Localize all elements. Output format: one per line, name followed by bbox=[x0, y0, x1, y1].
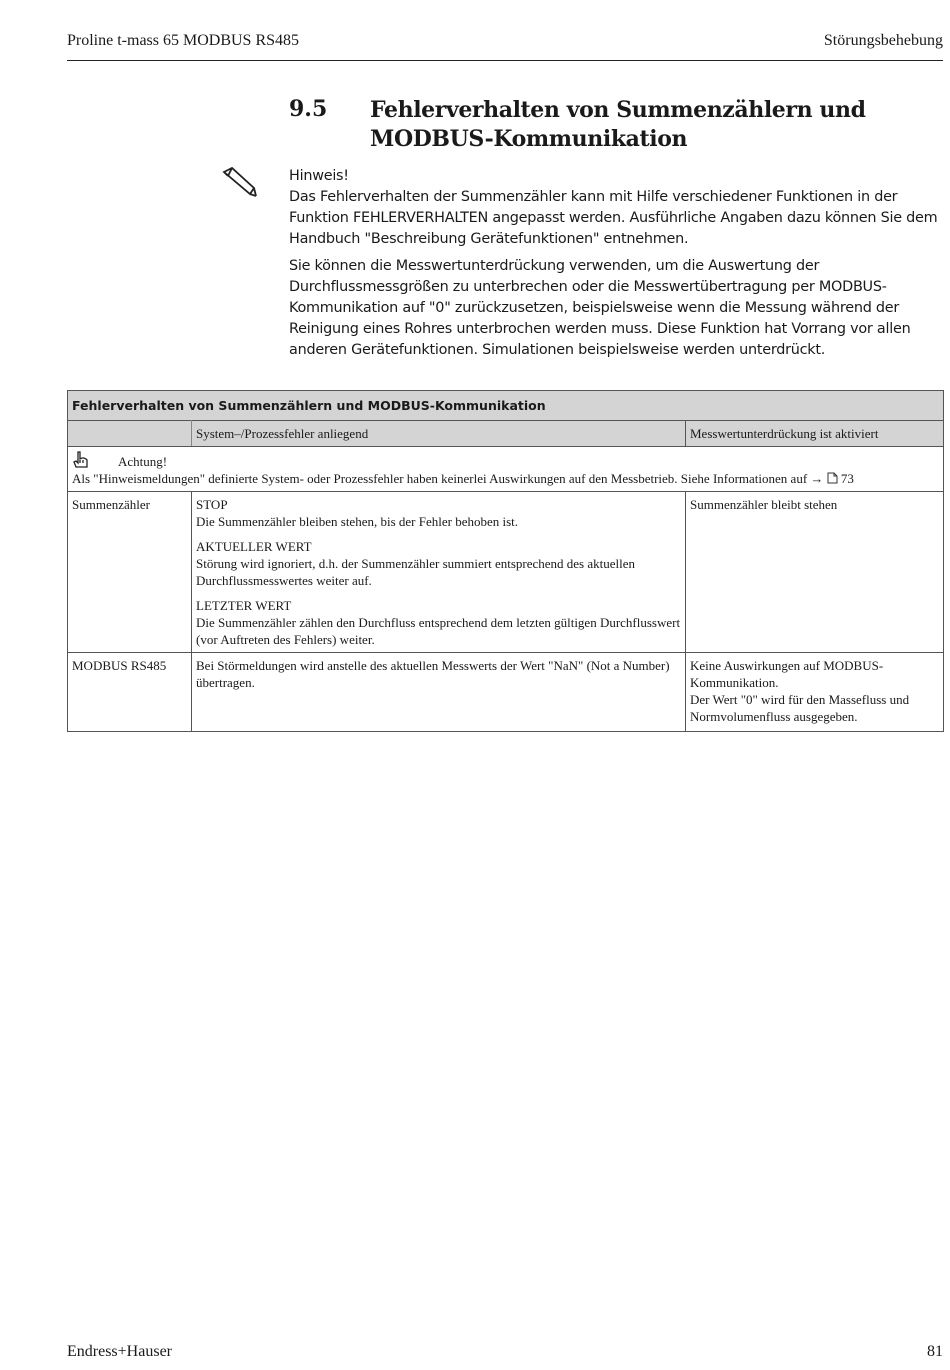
modbus-suppression-cell bbox=[686, 653, 944, 732]
page-reference: 73 bbox=[840, 471, 854, 486]
page-header bbox=[67, 32, 943, 61]
warning-label: Achtung! bbox=[118, 454, 168, 469]
option-name: AKTUELLER WERT bbox=[196, 539, 312, 554]
row-label-totalizer: Summenzähler bbox=[68, 492, 192, 653]
totalizer-suppression-cell: Summenzähler bleibt stehen bbox=[686, 492, 944, 653]
totalizer-error-cell bbox=[192, 492, 686, 653]
option-name: LETZTER WERT bbox=[196, 598, 292, 613]
option-name: STOP bbox=[196, 497, 228, 512]
warning-text: Als "Hinweismeldungen" definierte System- oder Prozessfehler haben keinerlei Auswirkungen auf den Messbetrieb. Siehe Informationen auf bbox=[72, 471, 808, 486]
warning-line bbox=[72, 470, 939, 487]
hand-pointer-icon bbox=[72, 451, 90, 469]
header-empty-cell bbox=[68, 421, 192, 447]
header-document-title: Proline t-mass 65 MODBUS RS485 bbox=[67, 32, 300, 49]
section-title: Fehlerverhalten von Summenzählern und MODBUS-Kommunikation bbox=[370, 97, 866, 152]
header-suppression: Messwertunterdrückung ist aktiviert bbox=[686, 421, 944, 447]
pencil-icon bbox=[220, 166, 260, 198]
modbus-suppression-line: Der Wert "0" wird für den Massefluss und Normvolumenfluss ausgegeben. bbox=[690, 692, 910, 724]
table-row bbox=[68, 492, 944, 653]
note-text: Das Fehlerverhalten der Summenzähler kann mit Hilfe verschiedener Funktionen in der Funktion FEHLERVERHALTEN angepasst werden. Ausführliche Angaben dazu können Sie dem Handbuch "Beschreibung Gerätefunktionen" entnehmen. bbox=[289, 189, 938, 247]
modbus-error-cell: Bei Störmeldungen wird anstelle des aktuellen Messwerts der Wert "NaN" (Not a Number) übertragen. bbox=[192, 653, 686, 732]
warning-row bbox=[68, 447, 944, 492]
body-paragraph: Sie können die Messwertunterdrückung verwenden, um die Auswertung der Durchflussmessgrößen zu unterbrechen oder die Messwertübertragung per MODBUS-Kommunikation auf "0" zurückzusetzen, beispielsweise wenn die Messung während der Reinigung eines Rohres unterbrochen werden muss. Diese Funktion hat Vorrang vor allen anderen Gerätefunktionen. Simulationen beispielsweise werden unterdrückt. bbox=[289, 258, 911, 358]
note-label: Hinweis! bbox=[289, 168, 349, 184]
table-header-row bbox=[68, 421, 944, 447]
error-behavior-table bbox=[67, 390, 944, 732]
option-description: Die Summenzähler zählen den Durchfluss entsprechend dem letzten gültigen Durchflusswert (vor Auftreten des Fehlers) weiter. bbox=[196, 615, 681, 647]
warning-cell bbox=[68, 447, 944, 492]
footer-company: Endress+Hauser bbox=[67, 1343, 172, 1360]
option-description: Störung wird ignoriert, d.h. der Summenzähler summiert entsprechend des aktuellen Durchflussmesswertes weiter auf. bbox=[196, 556, 635, 588]
header-process-error: System–/Prozessfehler anliegend bbox=[192, 421, 686, 447]
table-title: Fehlerverhalten von Summenzählern und MODBUS-Kommunikation bbox=[68, 391, 944, 421]
table-title-row bbox=[68, 391, 944, 421]
section-number: 9.5 bbox=[289, 96, 328, 122]
modbus-suppression-line: Keine Auswirkungen auf MODBUS-Kommunikation. bbox=[690, 658, 884, 690]
header-chapter-title: Störungsbehebung bbox=[823, 32, 943, 49]
page-reference-icon bbox=[827, 472, 838, 484]
table-row bbox=[68, 653, 944, 732]
note-block bbox=[289, 166, 944, 250]
arrow-icon: → bbox=[810, 471, 824, 486]
page-number: 81 bbox=[927, 1343, 943, 1360]
option-description: Die Summenzähler bleiben stehen, bis der Fehler behoben ist. bbox=[196, 514, 519, 529]
row-label-modbus: MODBUS RS485 bbox=[68, 653, 192, 732]
